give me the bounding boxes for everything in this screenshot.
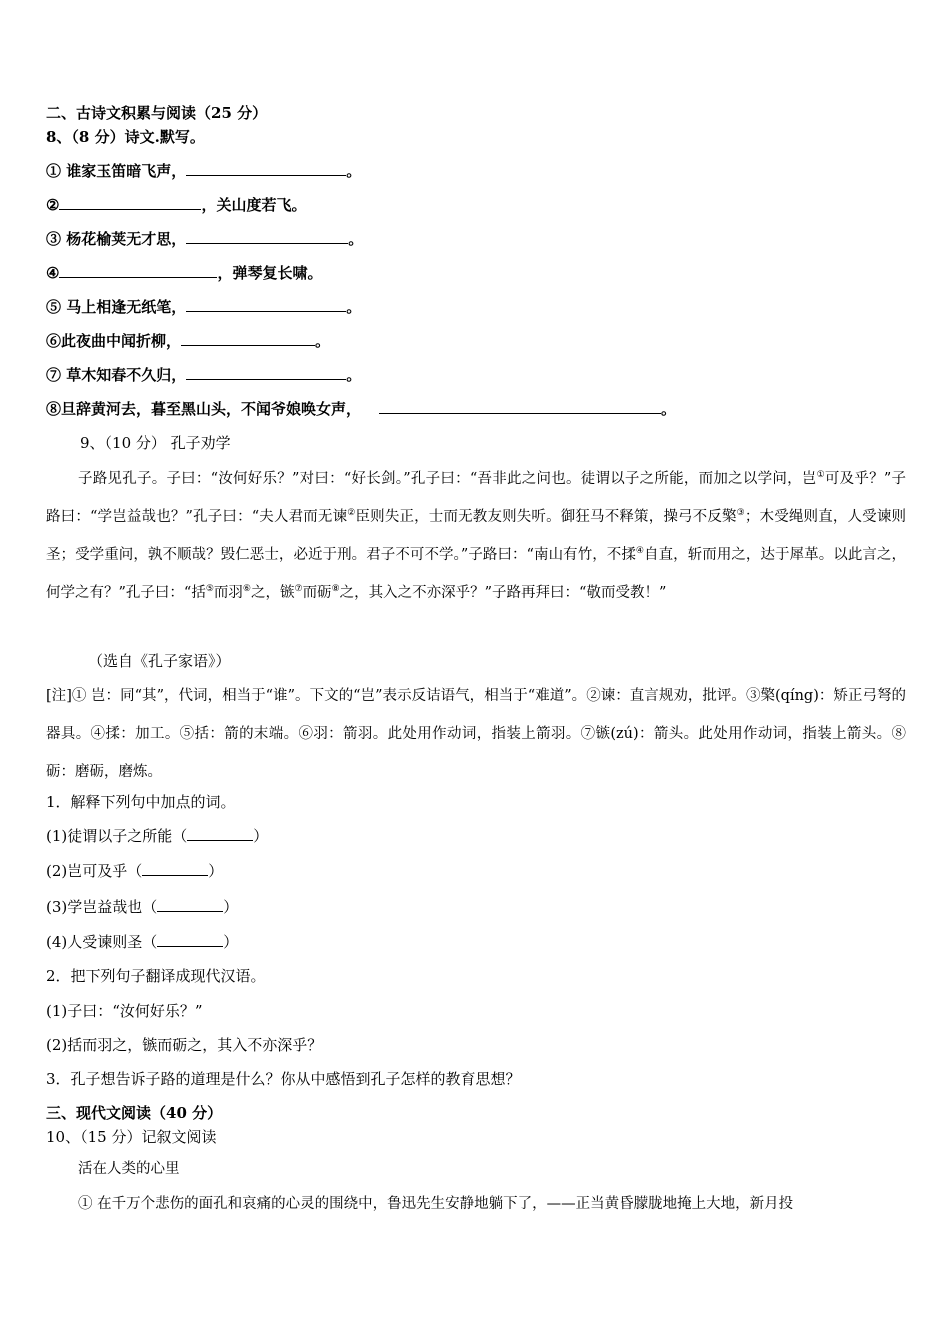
- passage-text: 而砺: [302, 585, 332, 601]
- annotation-notes: [注]① 岂：同“其”，代词，相当于“谁”。下文的“岂”表示反诘语气，相当于“难道”。②谏：直言规劝，批评。③檠(qíng)：矫正弓弩的器具。④揉：加工。⑤括：箭的末端。⑥羽：箭羽。此处用作动词，指装上箭羽。⑦镞(zú)：箭头。此处用作动词，指装上箭头。⑧砺：磨砺，磨炼。: [46, 688, 906, 780]
- article-paragraph-1: ① 在千万个悲伤的面孔和哀痛的心灵的围绕中，鲁迅先生安静地躺下了，——正当黄昏朦胧地掩上大地，新月投: [78, 1196, 794, 1212]
- footnote-mark: ①: [816, 470, 825, 481]
- subquestion-3: 3．孔子想告诉子路的道理是什么？你从中感悟到孔子怎样的教育思想？: [46, 1070, 521, 1088]
- answer-blank[interactable]: [157, 932, 223, 947]
- passage-text: 臣则失正，士而无教友则失听。御狂马不释策，操弓不反檠: [355, 509, 737, 525]
- subquestion-2: 2．把下列句子翻译成现代汉语。: [46, 967, 266, 985]
- subquestion-2-item-1: (1)子曰：“汝何好乐？”: [46, 1002, 203, 1020]
- passage-text: 自直，斩而用之，达于犀革。以此言之，何学之有？”孔子曰：“括: [46, 547, 906, 601]
- recite-item-4-text: ④: [46, 264, 60, 282]
- recite-item-1-text: ① 谁家玉笛暗飞声，: [46, 162, 187, 180]
- item-text: (2)岂可及乎（: [46, 862, 143, 880]
- subquestion-2-item-2: (2)括而羽之，镞而砺之，其入不亦深乎？: [46, 1036, 323, 1054]
- item-text: (1)徒谓以子之所能（: [46, 827, 188, 845]
- recite-item-5-text: ⑤ 马上相逢无纸笔，: [46, 298, 187, 316]
- question-8-label: 8、（8 分）诗文.默写。: [46, 128, 205, 146]
- recite-item-4-end: ，弹琴复长啸。: [217, 264, 323, 282]
- passage-source: （选自《孔子家语》）: [88, 652, 231, 670]
- item-close: ）: [208, 862, 224, 880]
- item-close: ）: [223, 898, 239, 916]
- question-9-header: 9、（10 分） 孔子劝学: [80, 434, 231, 452]
- question-10-header: 10、（15 分）记叙文阅读: [46, 1128, 217, 1146]
- item-close: ）: [223, 933, 239, 951]
- recite-item-1: [46, 161, 361, 181]
- recite-item-2: [46, 195, 306, 215]
- answer-blank[interactable]: [186, 229, 348, 244]
- answer-blank[interactable]: [181, 331, 315, 346]
- recite-item-8-text: ⑧旦辞黄河去，暮至黑山头，不闻爷娘唤女声，: [46, 400, 362, 418]
- recite-item-5: [46, 297, 361, 317]
- answer-blank[interactable]: [186, 161, 346, 176]
- item-close: ）: [253, 827, 269, 845]
- footnote-mark: ⑧: [331, 584, 340, 595]
- footnote-mark: ⑦: [294, 584, 303, 595]
- recite-item-6-text: ⑥此夜曲中闻折柳，: [46, 332, 182, 350]
- subquestion-1-item-3: [46, 897, 238, 917]
- recite-item-2-text: ②: [46, 196, 60, 214]
- recite-item-7: [46, 365, 361, 385]
- article-title: 活在人类的心里: [78, 1161, 180, 1177]
- footnote-mark: ③: [736, 508, 745, 519]
- footnote-mark: ④: [635, 546, 645, 557]
- question-8-header: [46, 127, 205, 147]
- answer-blank[interactable]: [59, 263, 217, 278]
- passage-text: ；木受绳则直，人受谏则圣；受学重问，孰不顺哉？毁仁恶士，必近于刑。君子不可不学。”子路曰：“南山有竹，不揉: [46, 509, 906, 563]
- passage-text: 之，镞: [250, 585, 295, 601]
- subquestion-1-item-4: [46, 932, 238, 952]
- answer-blank[interactable]: [157, 897, 223, 912]
- subquestion-1: 1．解释下列句中加点的词。: [46, 793, 236, 811]
- item-text: (4)人受谏则圣（: [46, 933, 158, 951]
- recite-item-8: [46, 399, 676, 419]
- footnote-mark: ⑥: [242, 584, 251, 595]
- recite-item-8-end: 。: [661, 400, 677, 418]
- recite-item-3-end: 。: [348, 230, 364, 248]
- answer-blank[interactable]: [379, 399, 661, 414]
- recite-item-7-text: ⑦ 草木知春不久归，: [46, 366, 187, 384]
- subquestion-1-item-2: [46, 861, 223, 881]
- recite-item-5-end: 。: [346, 298, 362, 316]
- recite-item-3: [46, 229, 363, 249]
- passage-text: 子路见孔子。子曰：“汝何好乐？”对曰：“好长剑。”孔子曰：“吾非此之问也。徒谓以子之所能，而加之以学问，岂: [78, 471, 817, 487]
- recite-item-6-end: 。: [315, 332, 331, 350]
- subquestion-1-item-1: [46, 826, 268, 846]
- recite-item-6: [46, 331, 330, 351]
- passage-text: 之，其入之不亦深乎？”子路再拜曰：“敬而受教！”: [339, 585, 667, 601]
- recite-item-2-end: ，关山度若飞。: [201, 196, 307, 214]
- item-text: (3)学岂益哉也（: [46, 898, 158, 916]
- classical-passage: [46, 460, 906, 612]
- answer-blank[interactable]: [142, 861, 208, 876]
- answer-blank[interactable]: [59, 195, 201, 210]
- recite-item-7-end: 。: [346, 366, 362, 384]
- recite-item-3-text: ③ 杨花榆荚无才思，: [46, 230, 187, 248]
- answer-blank[interactable]: [186, 365, 346, 380]
- answer-blank[interactable]: [187, 826, 253, 841]
- footnote-mark: ⑤: [205, 584, 214, 595]
- answer-blank[interactable]: [186, 297, 346, 312]
- passage-text: 而羽: [213, 585, 243, 601]
- passage-text: 可及乎？”子路曰：“学岂益哉也？”孔子曰：“夫人君而无谏: [46, 471, 906, 525]
- recite-item-1-end: 。: [346, 162, 362, 180]
- section-3-title: 三、现代文阅读（40 分）: [46, 1104, 223, 1122]
- recite-item-4: [46, 263, 322, 283]
- section-2-title: 二、古诗文积累与阅读（25 分）: [46, 104, 268, 122]
- footnote-mark: ②: [347, 508, 356, 519]
